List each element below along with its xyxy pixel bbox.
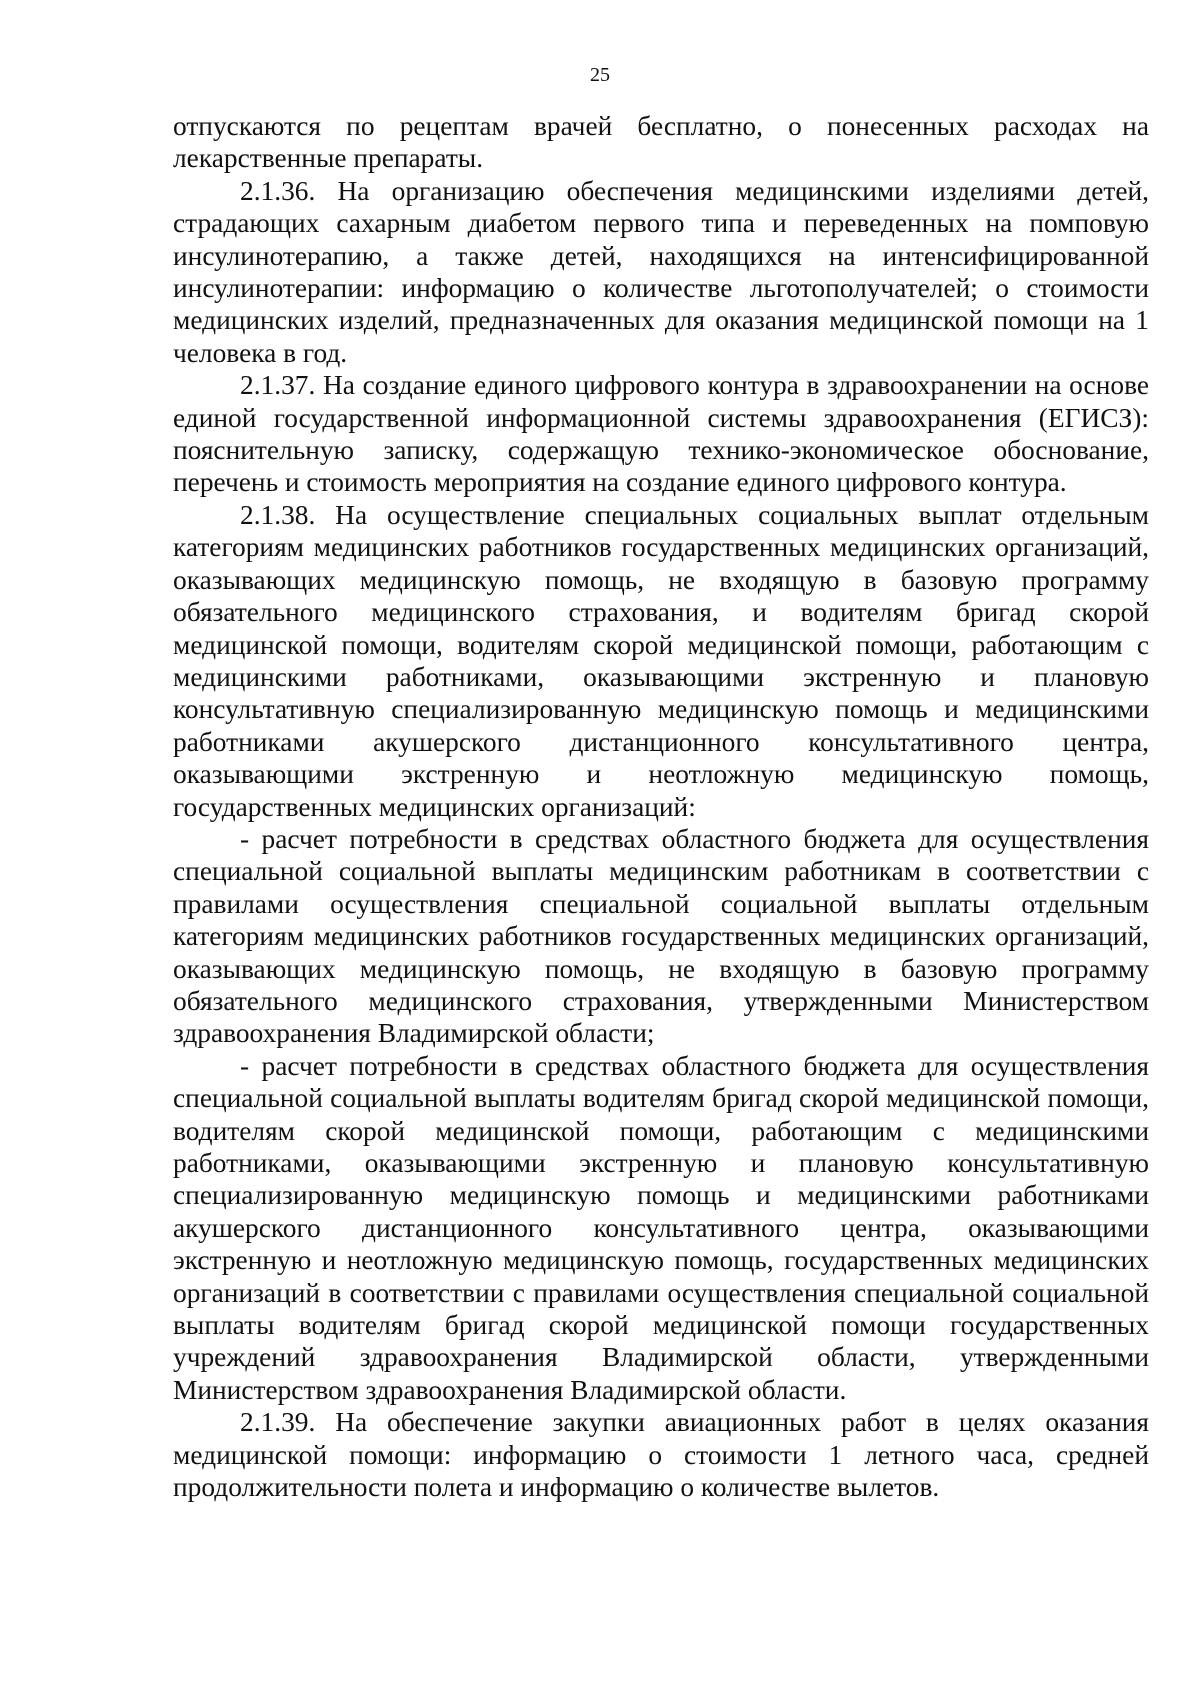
page-number: 25 [590,64,610,86]
paragraph-continuation: отпускаются по рецептам врачей бесплатно, о понесенных расходах на лекарственные препараты. [173,111,1149,174]
paragraph-2-1-37: 2.1.37. На создание единого цифрового контура в здравоохранении на основе единой государственной информационной системы здравоохранения (ЕГИСЗ): пояснительную записку, содержащую технико-экономическое обоснование, перечень и стоимость мероприятия на создание единого цифрового контура. [173,370,1149,498]
list-item-calculation-medical-workers: - расчет потребности в средствах областного бюджета для осуществления специальной социальной выплаты медицинским работникам в соответствии с правилами осуществления специальной социальной выплаты отдельным категориям медицинских работников государственных медицинских организаций, оказывающих медицинскую помощь, не входящую в базовую программу обязательного медицинского страхования, утвержденными Министерством здравоохранения Владимирской области; [173,823,1149,1049]
paragraph-2-1-36: 2.1.36. На организацию обеспечения медицинскими изделиями детей, страдающих сахарным диабетом первого типа и переведенных на помповую инсулинотерапию, а также детей, находящихся на интенсифицированной инсулинотерапии: информацию о количестве льготополучателей; о стоимости медицинских изделий, предназначенных для оказания медицинской помощи на 1 человека в год. [173,175,1149,368]
paragraph-2-1-38: 2.1.38. На осуществление специальных социальных выплат отдельным категориям медицинских работников государственных медицинских организаций, оказывающих медицинскую помощь, не входящую в базовую программу обязательного медицинского страхования, и водителям бригад скорой медицинской помощи, водителям скорой медицинской помощи, работающим с медицинскими работниками, оказывающими экстренную и плановую консультативную специализированную медицинскую помощь и медицинскими работниками акушерского дистанционного консультативного центра, оказывающими экстренную и неотложную медицинскую помощь, государственных медицинских организаций: [173,499,1149,822]
document-body [173,110,1149,1503]
list-item-calculation-drivers: - расчет потребности в средствах областного бюджета для осуществления специальной социальной выплаты водителям бригад скорой медицинской помощи, водителям скорой медицинской помощи, работающим с медицинскими работниками, оказывающими экстренную и плановую консультативную специализированную медицинскую помощь и медицинскими работниками акушерского дистанционного консультативного центра, оказывающими экстренную и неотложную медицинскую помощь, государственных медицинских организаций в соответствии с правилами осуществления специальной социальной выплаты водителям бригад скорой медицинской помощи государственных учреждений здравоохранения Владимирской области, утвержденными Министерством здравоохранения Владимирской области. [173,1050,1149,1405]
paragraph-2-1-39: 2.1.39. На обеспечение закупки авиационных работ в целях оказания медицинской помощи: информацию о стоимости 1 летного часа, средней продолжительности полета и информацию о количестве вылетов. [173,1407,1149,1503]
